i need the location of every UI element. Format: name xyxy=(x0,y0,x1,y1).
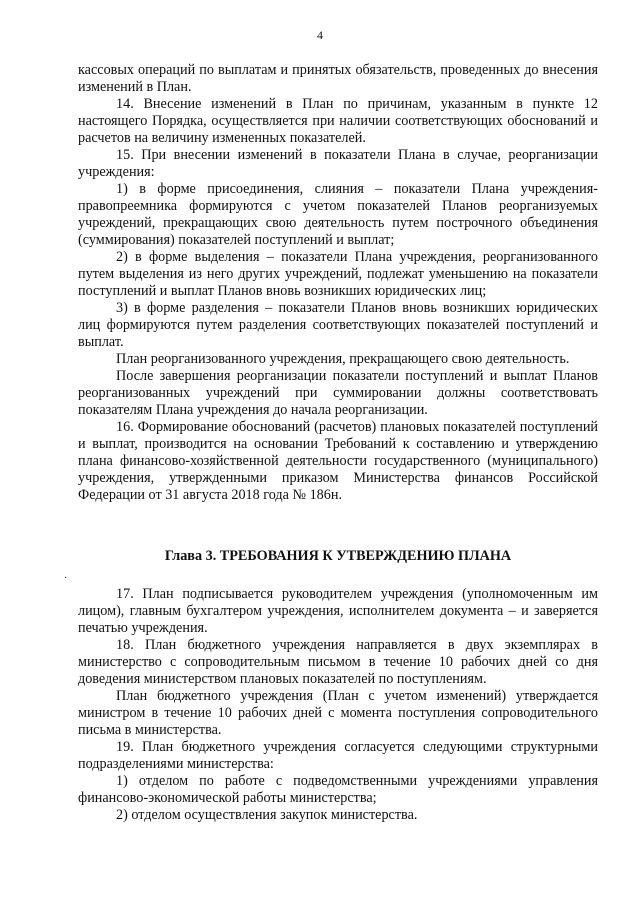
paragraph-item-19-2: 2) отделом осуществления закупок министерства. xyxy=(116,807,418,823)
paragraph-item-16: 16. Формирование обоснований (расчетов) плановых показателей поступлений и выплат, производится на основании Требований к составлению и утверждению плана финансово-хозяйственной деятельности государственного (муниципального) учреждения, утвержденными приказом Министерства финансов Российской Федерации от 31 августа 2018 года № 186н. xyxy=(78,419,598,503)
paragraph-item-15-1: 1) в форме присоединения, слияния – показатели Плана учреждения-правопреемника формируются с учетом показателей Планов реорганизуемых учреждений, прекращающих свою деятельность путем построчного объединения (суммирования) показателей поступлений и выплат; xyxy=(78,181,598,248)
body-text-before-chapter xyxy=(78,62,598,504)
paragraph-continued: кассовых операций по выплатам и принятых обязательств, проведенных до внесения изменений в План. xyxy=(78,62,598,95)
chapter-heading: Глава 3. ТРЕБОВАНИЯ К УТВЕРЖДЕНИЮ ПЛАНА xyxy=(164,548,512,564)
paragraph-approval: План бюджетного учреждения (План с учетом изменений) утверждается министром в течение 10 рабочих дней с момента поступления сопроводительного письма в министерства. xyxy=(78,688,598,738)
stray-mark: · xyxy=(64,573,68,584)
paragraph-item-18: 18. План бюджетного учреждения направляется в двух экземплярах в министерство с сопроводительным письмом в течение 10 рабочих дней со дня доведения министерством плановых показателей по поступлениям. xyxy=(78,637,598,687)
paragraph-item-14: 14. Внесение изменений в План по причинам, указанным в пункте 12 настоящего Порядка, осуществляется при наличии соответствующих обоснований и расчетов на величину измененных показателей. xyxy=(78,96,598,146)
paragraph-item-17: 17. План подписывается руководителем учреждения (уполномоченным им лицом), главным бухгалтером учреждения, исполнителем документа – и заверяется печатью учреждения. xyxy=(78,586,598,636)
paragraph-item-19-1: 1) отделом по работе с подведомственными учреждениями управления финансово-экономической работы министерства; xyxy=(78,773,598,806)
paragraph-item-15-3: 3) в форме разделения – показатели Планов вновь возникших юридических лиц формируются путем разделения соответствующих показателей поступлений и выплат. xyxy=(78,300,598,350)
paragraph-item-15-2: 2) в форме выделения – показатели Плана учреждения, реорганизованного путем выделения из него других учреждений, подлежат уменьшению на показатели поступлений и выплат Планов вновь возникших юридических лиц; xyxy=(78,249,598,299)
paragraph-after-reorganization: После завершения реорганизации показатели поступлений и выплат Планов реорганизованных учреждений при суммировании должны соответствовать показателям Плана учреждения до начала реорганизации. xyxy=(78,368,598,418)
body-text-after-chapter xyxy=(78,586,598,824)
paragraph-reorganized-plan: План реорганизованного учреждения, прекращающего свою деятельность. xyxy=(116,351,570,367)
page-number: 4 xyxy=(317,28,323,42)
paragraph-item-15: 15. При внесении изменений в показатели Плана в случае, реорганизации учреждения: xyxy=(78,147,598,180)
paragraph-item-19: 19. План бюджетного учреждения согласуется следующими структурными подразделениями министерства: xyxy=(78,739,598,772)
